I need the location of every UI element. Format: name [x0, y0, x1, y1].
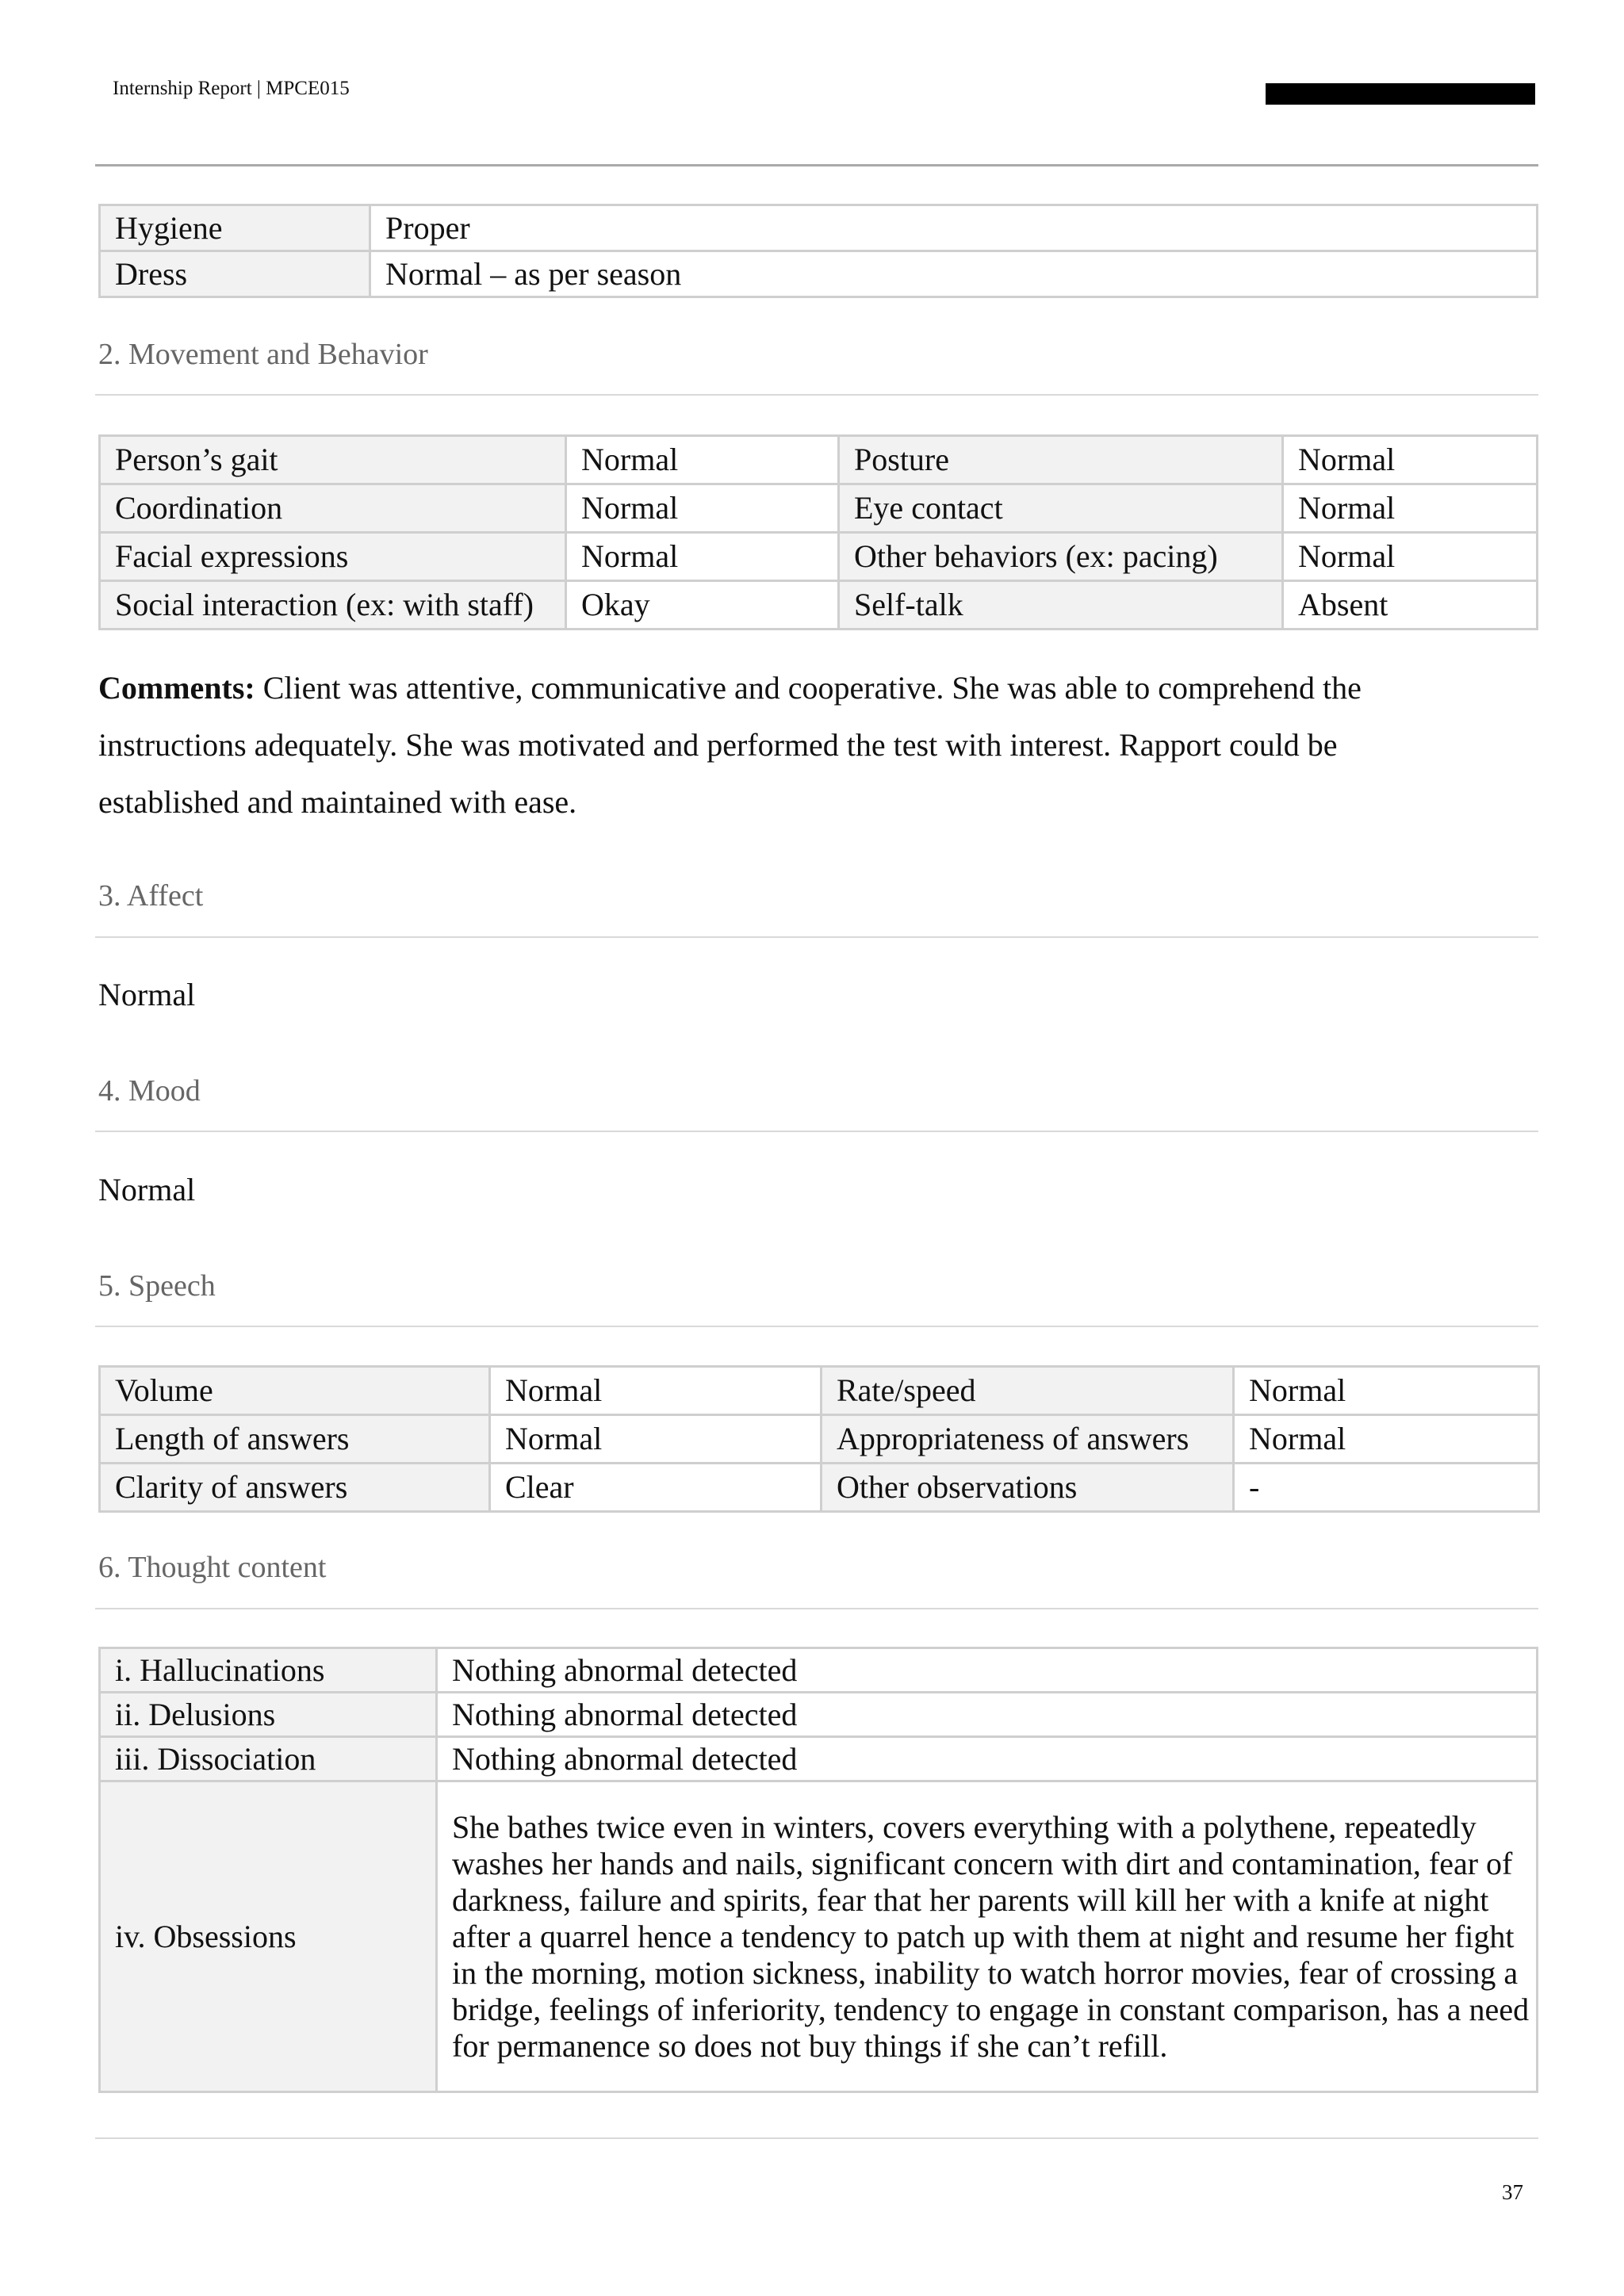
table-cell-value: Absent [1283, 581, 1538, 629]
section-heading-movement: 2. Movement and Behavior [98, 338, 428, 371]
section-rule [95, 1326, 1538, 1327]
table-cell-label: ii. Delusions [100, 1693, 437, 1737]
affect-value: Normal [98, 977, 196, 1012]
table-cell-value: Normal [490, 1415, 822, 1464]
section-rule [95, 936, 1538, 938]
table-cell-value: Nothing abnormal detected [437, 1693, 1538, 1737]
table-cell-value: Normal [1283, 484, 1538, 533]
table-cell-label: Hygiene [100, 205, 370, 251]
table-cell-label: Other behaviors (ex: pacing) [839, 533, 1283, 581]
table-cell-value: Normal [1234, 1415, 1539, 1464]
table-cell-value: Normal [1283, 533, 1538, 581]
table-cell-value: Nothing abnormal detected [437, 1648, 1538, 1693]
table-cell-label: iii. Dissociation [100, 1737, 437, 1781]
table-cell-label: Rate/speed [822, 1367, 1234, 1415]
table-row [100, 251, 1538, 297]
table-cell-value: She bathes twice even in winters, covers everything with a polythene, repeatedly washes her hands and nails, significant concern with dirt and contamination, fear of darkness, failure and spirits, fear that her parents will kill her with a knife at night after a quarrel hence a tendency to patch up with them at night and resume her fight in the morning, motion sickness, inability to watch horror movies, fear of crossing a bridge, feelings of inferiority, tendency to engage in constant comparison, has a need for permanence so does not buy things if she can’t refill. [437, 1781, 1538, 2092]
table-cell-label: Social interaction (ex: with staff) [100, 581, 566, 629]
table-cell-label: Eye contact [839, 484, 1283, 533]
section-rule [95, 1131, 1538, 1132]
table-cell-label: iv. Obsessions [100, 1781, 437, 2092]
table-cell-label: Appropriateness of answers [822, 1415, 1234, 1464]
table-cell-value: Normal [566, 436, 839, 484]
table-cell-value: Normal [1234, 1367, 1539, 1415]
speech-table [98, 1365, 1540, 1513]
comments-label: Comments: [98, 670, 255, 706]
table-row [100, 1648, 1538, 1693]
page-number: 37 [1502, 2180, 1523, 2204]
table-cell-value: Normal [566, 533, 839, 581]
table-cell-value: Normal [490, 1367, 822, 1415]
comments-paragraph [98, 660, 1446, 831]
table-cell-label: Person’s gait [100, 436, 566, 484]
section-heading-thought: 6. Thought content [98, 1551, 327, 1584]
table-cell-value: Normal – as per season [370, 251, 1538, 297]
section-heading-speech: 5. Speech [98, 1269, 216, 1303]
section-heading-affect: 3. Affect [98, 879, 204, 913]
table-cell-value: Nothing abnormal detected [437, 1737, 1538, 1781]
movement-table [98, 434, 1538, 630]
table-cell-label: Dress [100, 251, 370, 297]
redaction-bar [1266, 83, 1535, 105]
table-row [100, 1737, 1538, 1781]
table-row [100, 533, 1538, 581]
table-cell-label: i. Hallucinations [100, 1648, 437, 1693]
table-row [100, 1464, 1539, 1512]
mood-value: Normal [98, 1172, 196, 1207]
section-rule [95, 394, 1538, 396]
table-cell-label: Facial expressions [100, 533, 566, 581]
table-cell-value: Normal [1283, 436, 1538, 484]
table-cell-label: Coordination [100, 484, 566, 533]
table-row [100, 1693, 1538, 1737]
table-cell-value: Okay [566, 581, 839, 629]
table-row [100, 1415, 1539, 1464]
table-row [100, 436, 1538, 484]
table-cell-label: Posture [839, 436, 1283, 484]
header-rule [95, 164, 1538, 166]
table-cell-value: - [1234, 1464, 1539, 1512]
comments-text: Client was attentive, communicative and cooperative. She was able to comprehend the instructions adequately. She was motivated and performed the test with interest. Rapport could be established and maintained with ease. [98, 670, 1362, 820]
footer-rule [95, 2137, 1538, 2139]
table-cell-label: Volume [100, 1367, 490, 1415]
appearance-table [98, 204, 1538, 298]
table-row [100, 484, 1538, 533]
section-heading-mood: 4. Mood [98, 1074, 201, 1108]
table-cell-label: Clarity of answers [100, 1464, 490, 1512]
table-cell-label: Length of answers [100, 1415, 490, 1464]
thought-table [98, 1647, 1538, 2093]
report-header-title: Internship Report | MPCE015 [113, 78, 350, 99]
table-row [100, 205, 1538, 251]
table-cell-value: Clear [490, 1464, 822, 1512]
table-cell-label: Other observations [822, 1464, 1234, 1512]
section-rule [95, 1608, 1538, 1609]
table-row [100, 1367, 1539, 1415]
table-row [100, 1781, 1538, 2092]
table-row [100, 581, 1538, 629]
table-cell-value: Normal [566, 484, 839, 533]
table-cell-label: Self-talk [839, 581, 1283, 629]
table-cell-value: Proper [370, 205, 1538, 251]
